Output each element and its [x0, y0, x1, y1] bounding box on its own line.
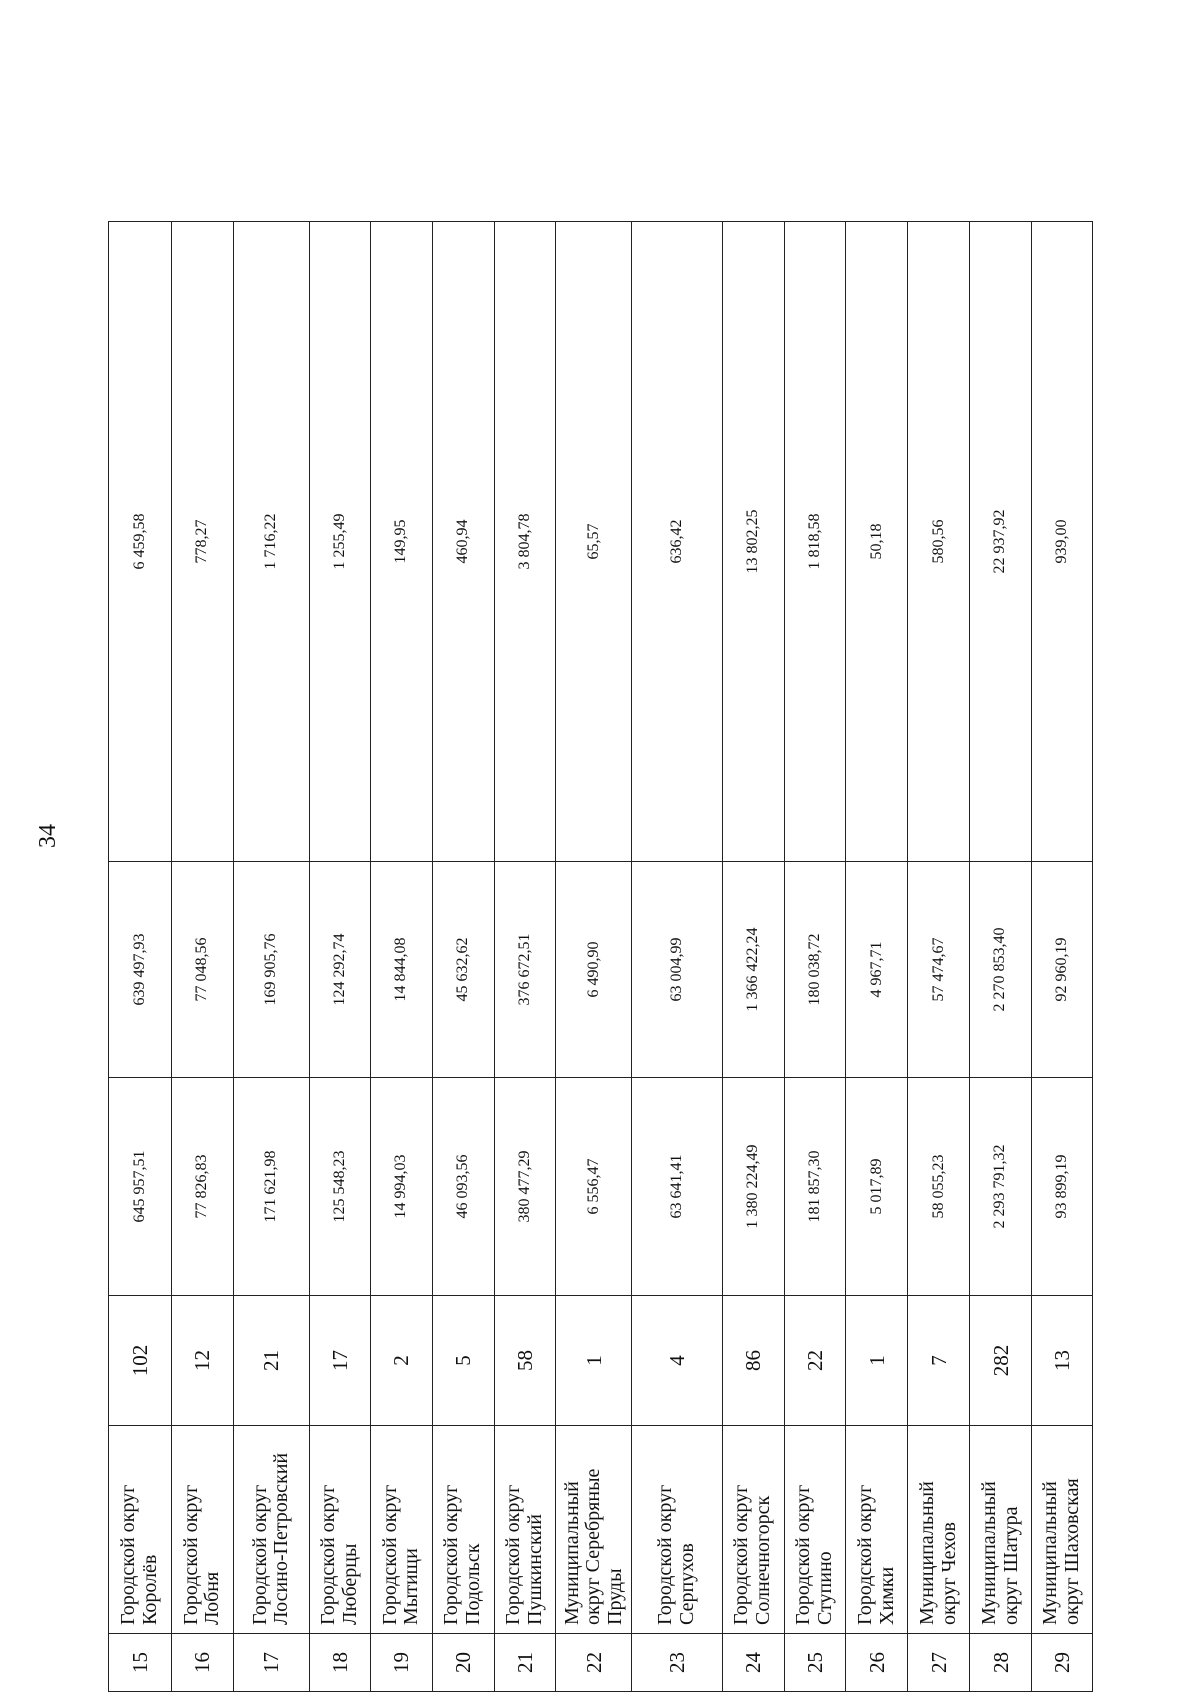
municipality-name-cell: Муниципальный округ Шаховская: [1032, 1426, 1093, 1634]
row-number-cell: 22: [556, 1634, 632, 1692]
amount-part-2-cell: 3 804,78: [494, 222, 556, 862]
row-number-cell: 15: [109, 1634, 172, 1692]
table-row: [908, 222, 970, 1692]
amount-part-2-cell: 778,27: [171, 222, 233, 862]
table-row: [846, 222, 908, 1692]
table-row: [784, 222, 846, 1692]
count-cell: 7: [908, 1296, 970, 1426]
amount-total-cell: 14 994,03: [370, 1078, 432, 1296]
amount-total-cell: 46 093,56: [432, 1078, 494, 1296]
amount-part-1-cell: 92 960,19: [1032, 862, 1093, 1078]
amount-part-2-cell: 149,95: [370, 222, 432, 862]
amount-part-2-cell: 1 716,22: [233, 222, 309, 862]
count-cell: 21: [233, 1296, 309, 1426]
count-cell: 13: [1032, 1296, 1093, 1426]
row-number-cell: 29: [1032, 1634, 1093, 1692]
municipality-name-cell: Городской округ Королёв: [109, 1426, 172, 1634]
row-number-cell: 26: [846, 1634, 908, 1692]
amount-part-1-cell: 4 967,71: [846, 862, 908, 1078]
amount-total-cell: 125 548,23: [309, 1078, 370, 1296]
amount-part-1-cell: 639 497,93: [109, 862, 172, 1078]
table-row: [309, 222, 370, 1692]
row-number-cell: 21: [494, 1634, 556, 1692]
table-row: [370, 222, 432, 1692]
count-cell: 58: [494, 1296, 556, 1426]
count-cell: 86: [722, 1296, 784, 1426]
amount-part-1-cell: 376 672,51: [494, 862, 556, 1078]
row-number-cell: 16: [171, 1634, 233, 1692]
table-row: [233, 222, 309, 1692]
table-row: [109, 222, 172, 1692]
row-number-cell: 24: [722, 1634, 784, 1692]
row-number-cell: 28: [970, 1634, 1032, 1692]
count-cell: 17: [309, 1296, 370, 1426]
amount-total-cell: 77 826,83: [171, 1078, 233, 1296]
row-number-cell: 23: [632, 1634, 722, 1692]
table-body: [109, 222, 1093, 1692]
row-number-cell: 17: [233, 1634, 309, 1692]
amount-part-2-cell: 580,56: [908, 222, 970, 862]
amount-total-cell: 63 641,41: [632, 1078, 722, 1296]
amount-part-1-cell: 169 905,76: [233, 862, 309, 1078]
amount-part-2-cell: 22 937,92: [970, 222, 1032, 862]
amount-part-1-cell: 63 004,99: [632, 862, 722, 1078]
count-cell: 282: [970, 1296, 1032, 1426]
amount-part-2-cell: 65,57: [556, 222, 632, 862]
count-cell: 12: [171, 1296, 233, 1426]
row-number-cell: 25: [784, 1634, 846, 1692]
table-row: [970, 222, 1032, 1692]
amount-total-cell: 181 857,30: [784, 1078, 846, 1296]
table-row: [722, 222, 784, 1692]
count-cell: 22: [784, 1296, 846, 1426]
municipality-name-cell: Городской округ Солнечногорск: [722, 1426, 784, 1634]
amount-part-1-cell: 180 038,72: [784, 862, 846, 1078]
row-number-cell: 20: [432, 1634, 494, 1692]
table-row: [432, 222, 494, 1692]
municipality-name-cell: Муниципальный округ Чехов: [908, 1426, 970, 1634]
amount-part-1-cell: 6 490,90: [556, 862, 632, 1078]
municipality-name-cell: Городской округ Лобня: [171, 1426, 233, 1634]
amount-part-2-cell: 1 818,58: [784, 222, 846, 862]
amount-total-cell: 380 477,29: [494, 1078, 556, 1296]
amount-total-cell: 5 017,89: [846, 1078, 908, 1296]
municipality-name-cell: Городской округ Мытищи: [370, 1426, 432, 1634]
amount-part-2-cell: 6 459,58: [109, 222, 172, 862]
data-table: [108, 221, 1093, 1692]
municipality-name-cell: Городской округ Подольск: [432, 1426, 494, 1634]
amount-part-1-cell: 45 632,62: [432, 862, 494, 1078]
amount-total-cell: 6 556,47: [556, 1078, 632, 1296]
row-number-cell: 27: [908, 1634, 970, 1692]
amount-total-cell: 645 957,51: [109, 1078, 172, 1296]
amount-part-1-cell: 77 048,56: [171, 862, 233, 1078]
amount-part-2-cell: 50,18: [846, 222, 908, 862]
amount-total-cell: 171 621,98: [233, 1078, 309, 1296]
count-cell: 1: [846, 1296, 908, 1426]
municipality-name-cell: Муниципальный округ Шатура: [970, 1426, 1032, 1634]
municipality-name-cell: Городской округ Лосино-Петровский: [233, 1426, 309, 1634]
amount-total-cell: 93 899,19: [1032, 1078, 1093, 1296]
amount-total-cell: 2 293 791,32: [970, 1078, 1032, 1296]
amount-part-2-cell: 1 255,49: [309, 222, 370, 862]
municipality-name-cell: Муниципальный округ Серебряные Пруды: [556, 1426, 632, 1634]
amount-part-2-cell: 636,42: [632, 222, 722, 862]
amount-part-1-cell: 2 270 853,40: [970, 862, 1032, 1078]
count-cell: 2: [370, 1296, 432, 1426]
municipality-name-cell: Городской округ Пушкинский: [494, 1426, 556, 1634]
count-cell: 1: [556, 1296, 632, 1426]
row-number-cell: 18: [309, 1634, 370, 1692]
municipality-name-cell: Городской округ Серпухов: [632, 1426, 722, 1634]
count-cell: 102: [109, 1296, 172, 1426]
table-row: [494, 222, 556, 1692]
amount-part-2-cell: 460,94: [432, 222, 494, 862]
amount-part-1-cell: 57 474,67: [908, 862, 970, 1078]
amount-part-1-cell: 1 366 422,24: [722, 862, 784, 1078]
count-cell: 4: [632, 1296, 722, 1426]
table-row: [632, 222, 722, 1692]
amount-part-2-cell: 939,00: [1032, 222, 1093, 862]
table-row: [171, 222, 233, 1692]
amount-part-1-cell: 14 844,08: [370, 862, 432, 1078]
amount-part-2-cell: 13 802,25: [722, 222, 784, 862]
municipality-name-cell: Городской округ Ступино: [784, 1426, 846, 1634]
amount-total-cell: 58 055,23: [908, 1078, 970, 1296]
municipality-name-cell: Городской округ Люберцы: [309, 1426, 370, 1634]
amount-part-1-cell: 124 292,74: [309, 862, 370, 1078]
count-cell: 5: [432, 1296, 494, 1426]
page-number: 34: [35, 824, 61, 848]
municipality-name-cell: Городской округ Химки: [846, 1426, 908, 1634]
table-row: [556, 222, 632, 1692]
amount-total-cell: 1 380 224,49: [722, 1078, 784, 1296]
row-number-cell: 19: [370, 1634, 432, 1692]
table-row: [1032, 222, 1093, 1692]
